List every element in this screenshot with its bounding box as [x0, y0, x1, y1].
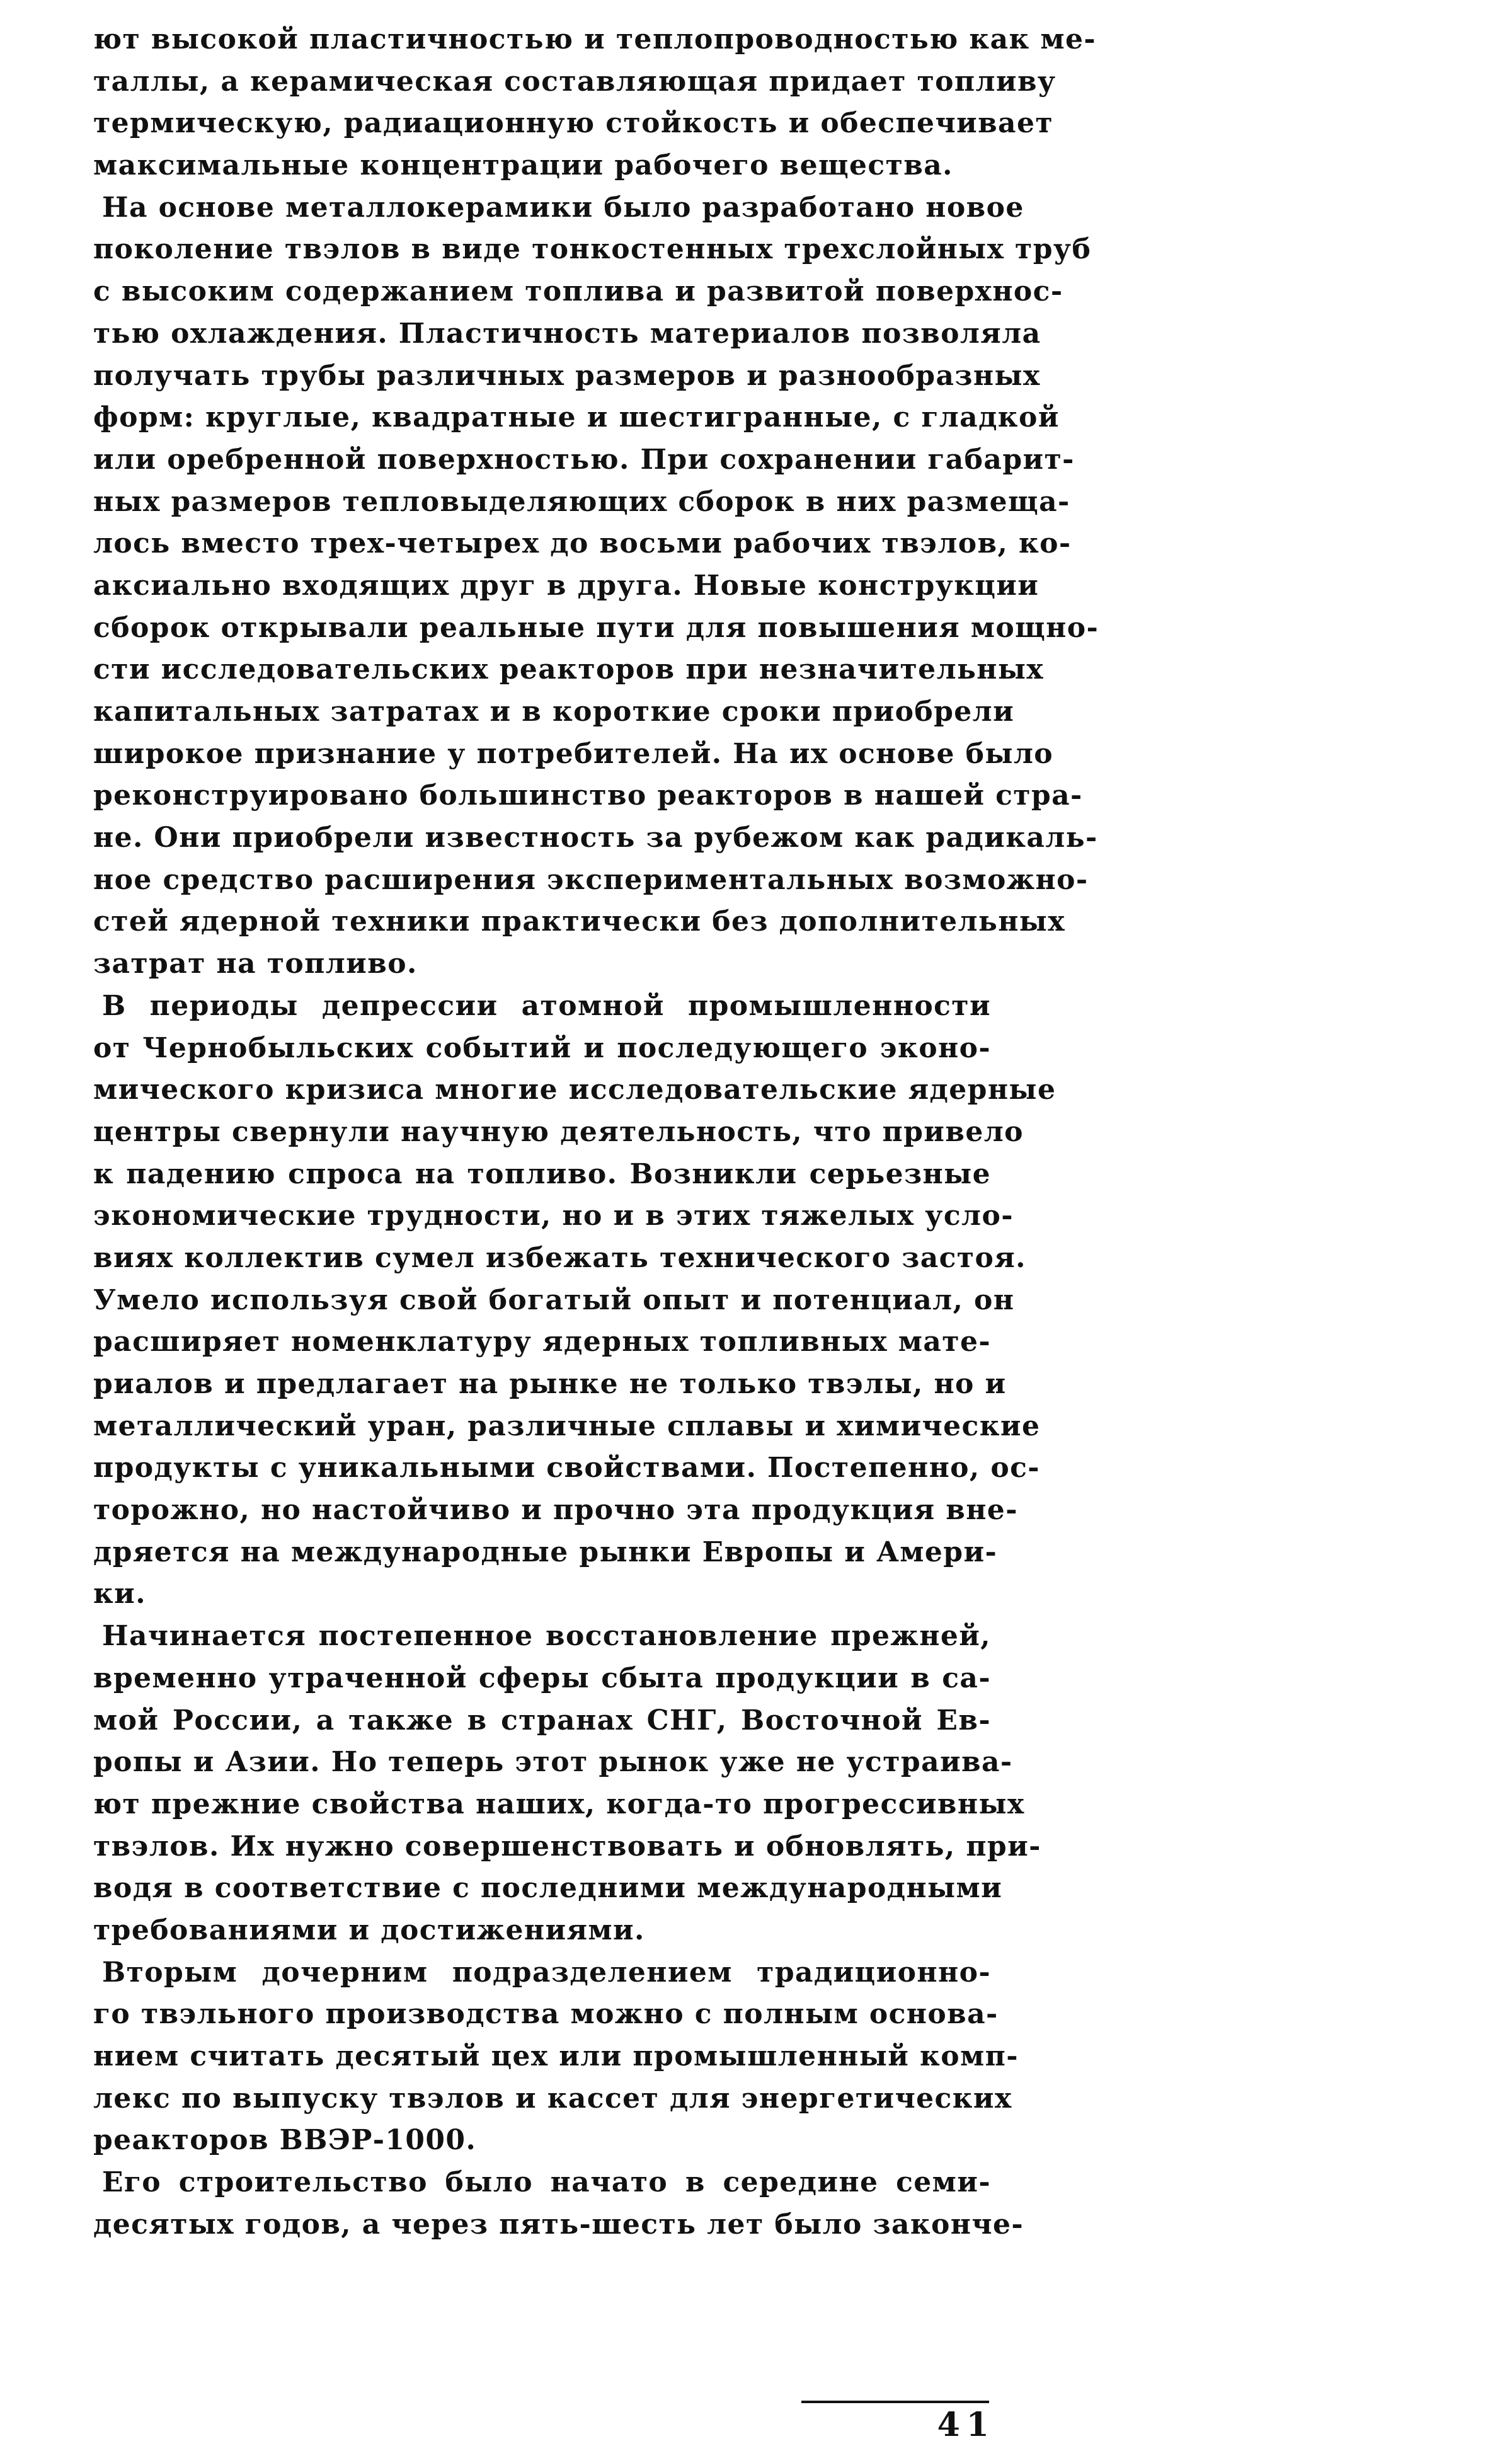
- text-line: ют высокой пластичностью и теплопроводностью как ме-: [93, 23, 1097, 55]
- text-line: металлический уран, различные сплавы и химические: [93, 1410, 1041, 1442]
- text-line: капитальных затратах и в короткие сроки приобрели: [93, 696, 1015, 728]
- text-line: поколение твэлов в виде тонкостенных трехслойных труб: [93, 233, 1092, 266]
- text-line: Вторым дочерним подразделением традиционно-: [102, 1956, 991, 1989]
- text-line: от Чернобыльских событий и последующего эконо-: [93, 1031, 991, 1064]
- text-line: мой России, а также в странах СНГ, Восточной Ев-: [93, 1704, 991, 1737]
- text-line: Его строительство было начато в середине семи-: [102, 2166, 991, 2199]
- text-line: нием считать десятый цех или промышленный комп-: [93, 2040, 1019, 2072]
- text-line: широкое признание у потребителей. На их основе было: [93, 737, 1054, 770]
- text-line: или оребренной поверхностью. При сохранении габарит-: [93, 443, 1075, 476]
- text-line: На основе металлокерамики было разработано новое: [102, 191, 1024, 224]
- text-line: требованиями и достижениями.: [93, 1914, 645, 1946]
- text-line: сти исследовательских реакторов при незначительных: [93, 653, 1045, 686]
- text-line: риалов и предлагает на рынке не только твэлы, но и: [93, 1368, 1007, 1400]
- text-line: ное средство расширения экспериментальных возможно-: [93, 863, 1089, 896]
- paragraph: [93, 1616, 1041, 1952]
- body-text: [93, 19, 1099, 2246]
- text-line: дряется на международные рынки Европы и Амери-: [93, 1536, 998, 1568]
- text-line: с высоким содержанием топлива и развитой поверхнос-: [93, 275, 1063, 308]
- text-line: расширяет номенклатуру ядерных топливных мате-: [93, 1326, 991, 1358]
- text-line: ных размеров тепловыделяющих сборок в них размеща-: [93, 485, 1070, 518]
- text-line: го твэльного производства можно с полным основа-: [93, 1998, 999, 2031]
- text-line: центры свернули научную деятельность, что привело: [93, 1115, 1024, 1148]
- text-line: лось вместо трех-четырех до восьми рабочих твэлов, ко-: [93, 527, 1072, 560]
- text-line: экономические трудности, но и в этих тяжелых усло-: [93, 1200, 1014, 1232]
- text-line: продукты с уникальными свойствами. Постепенно, ос-: [93, 1452, 1040, 1484]
- text-line: форм: круглые, квадратные и шестигранные, с гладкой: [93, 401, 1060, 434]
- paragraph: [93, 1952, 1019, 2162]
- text-line: твэлов. Их нужно совершенствовать и обновлять, при-: [93, 1830, 1041, 1863]
- text-line: реконструировано большинство реакторов в нашей стра-: [93, 779, 1083, 812]
- text-line: временно утраченной сферы сбыта продукции в са-: [93, 1662, 991, 1694]
- text-line: к падению спроса на топливо. Возникли серьезные: [93, 1157, 991, 1190]
- text-line: мического кризиса многие исследовательские ядерные: [93, 1074, 1057, 1106]
- text-line: реакторов ВВЭР-1000.: [93, 2124, 477, 2157]
- text-line: Умело используя свой богатый опыт и потенциал, он: [93, 1283, 1015, 1316]
- text-line: лекс по выпуску твэлов и кассет для энергетических: [93, 2082, 1012, 2115]
- paragraph: [93, 2162, 1024, 2246]
- text-line: не. Они приобрели известность за рубежом как радикаль-: [93, 822, 1098, 854]
- text-line: десятых годов, а через пять-шесть лет было законче-: [93, 2208, 1024, 2241]
- text-line: В периоды депрессии атомной промышленности: [102, 989, 991, 1022]
- text-line: ки.: [93, 1578, 146, 1611]
- text-line: торожно, но настойчиво и прочно эта продукция вне-: [93, 1494, 1018, 1527]
- text-line: тью охлаждения. Пластичность материалов позволяла: [93, 317, 1041, 350]
- paragraph: [93, 187, 1099, 985]
- text-line: сборок открывали реальные пути для повышения мощно-: [93, 611, 1099, 644]
- text-line: получать трубы различных размеров и разнообразных: [93, 359, 1041, 392]
- page-number: 41: [937, 2406, 995, 2444]
- text-line: виях коллектив сумел избежать технического застоя.: [93, 1241, 1026, 1274]
- text-line: водя в соответствие с последними международными: [93, 1872, 1003, 1905]
- text-line: ропы и Азии. Но теперь этот рынок уже не устраива-: [93, 1746, 1013, 1779]
- paragraph: [93, 19, 1097, 187]
- text-line: затрат на топливо.: [93, 948, 418, 980]
- text-line: термическую, радиационную стойкость и обеспечивает: [93, 107, 1054, 140]
- paragraph: [93, 985, 1057, 1616]
- text-line: аксиально входящих друг в друга. Новые конструкции: [93, 569, 1040, 602]
- text-line: ют прежние свойства наших, когда-то прогрессивных: [93, 1788, 1025, 1820]
- text-line: таллы, а керамическая составляющая придает топливу: [93, 65, 1057, 98]
- footer-rule: [801, 2401, 989, 2403]
- text-line: стей ядерной техники практически без дополнительных: [93, 905, 1065, 938]
- text-line: Начинается постепенное восстановление прежней,: [102, 1620, 991, 1653]
- text-line: максимальные концентрации рабочего вещества.: [93, 149, 953, 182]
